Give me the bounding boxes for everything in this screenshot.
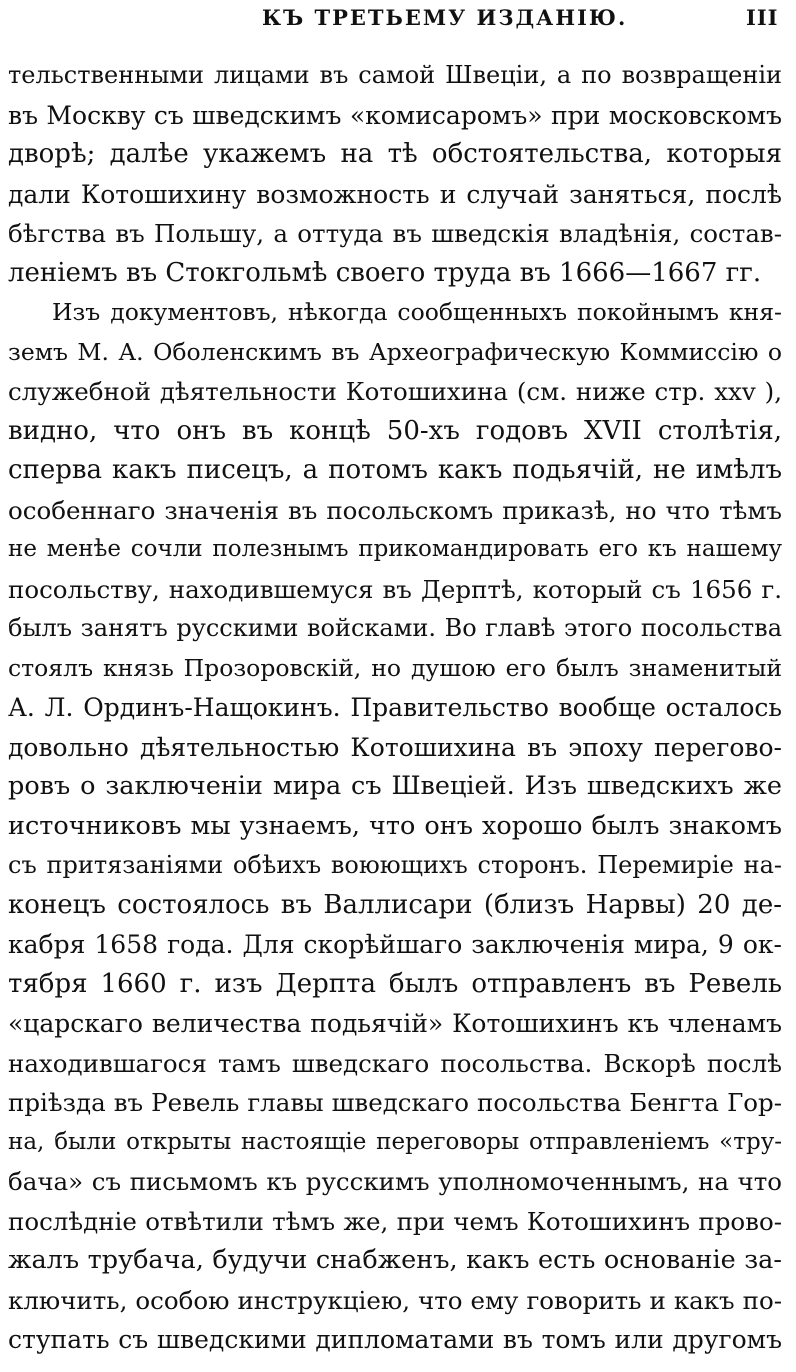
text-line: съ притязаніями обѣихъ воюющихъ сторонъ. Перемиріе на- bbox=[8, 851, 782, 879]
text-line: кабря 1658 года. Для скорѣйшаго заключенія мира, 9 ок- bbox=[8, 930, 782, 959]
running-head-title: КЪ ТРЕТЬЕМУ ИЗДАНІЮ. bbox=[262, 5, 628, 30]
text-line: ключить, особою инструкціею, что ему говорить и какъ по- bbox=[8, 1285, 782, 1315]
text-line: ровъ о заключеніи мира съ Швеціей. Изъ шведскихъ же bbox=[8, 771, 782, 801]
text-line: бача» съ письмомъ къ русскимъ уполномоченнымъ, на что bbox=[8, 1167, 782, 1196]
text-line: Изъ документовъ, нѣкогда сообщенныхъ покойнымъ кня- bbox=[52, 298, 782, 326]
text-line: не менѣе сочли полезнымъ прикомандировать его къ нашему bbox=[8, 536, 782, 562]
text-line: служебной дѣятельности Котошихина (см. ниже стр. xxv ), bbox=[8, 377, 782, 406]
text-line: пріѣзда въ Ревель главы шведскаго посольства Бенгта Гор- bbox=[8, 1088, 782, 1117]
text-line: находившагося тамъ шведскаго посольства. Вскорѣ послѣ bbox=[8, 1048, 782, 1078]
text-line: земъ М. А. Оболенскимъ въ Археографическую Коммиссію о bbox=[8, 337, 782, 366]
text-line: источниковъ мы узнаемъ, что онъ хорошо былъ знакомъ bbox=[8, 810, 782, 841]
text-line: бѣгства въ Польшу, а оттуда въ шведскія владѣнія, состав- bbox=[8, 219, 782, 248]
text-line: конецъ состоялось въ Валлисари (близъ Нарвы) 20 де- bbox=[8, 889, 782, 920]
paragraph-2 bbox=[8, 293, 782, 1360]
text-line: жалъ трубача, будучи снабженъ, какъ есть основаніе за- bbox=[8, 1245, 782, 1275]
text-line: «царскаго величества подьячій» Котошихинъ къ членамъ bbox=[8, 1009, 782, 1038]
text-line: А. Л. Ординъ-Нащокинъ. Правительство вообще осталось bbox=[8, 693, 782, 722]
text-line: видно, что онъ въ концѣ 50-хъ годовъ XVII столѣтія, bbox=[8, 415, 782, 446]
text-line: довольно дѣятельностью Котошихина въ эпоху перегово- bbox=[8, 732, 782, 762]
text-line: стоялъ князь Прозоровскій, но душою его былъ знаменитый bbox=[8, 653, 782, 682]
body-text bbox=[8, 56, 782, 1360]
text-line: ступать съ шведскими дипломатами въ томъ или другомъ bbox=[8, 1325, 782, 1354]
text-line: на, были открыты настоящіе переговоры отправленіемъ «тру- bbox=[8, 1128, 782, 1155]
text-line: посольству, находившемуся въ Дерптѣ, который съ 1656 г. bbox=[8, 574, 782, 604]
text-line: послѣдніе отвѣтили тѣмъ же, при чемъ Котошихинъ прово- bbox=[8, 1206, 782, 1236]
text-line: дворѣ; далѣе укажемъ на тѣ обстоятельства, которыя bbox=[8, 139, 782, 169]
page-number: III bbox=[746, 5, 779, 30]
text-line: дали Котошихину возможность и случай заняться, послѣ bbox=[8, 179, 782, 209]
text-line: леніемъ въ Стокгольмѣ своего труда въ 1666—1667 гг. bbox=[8, 257, 762, 288]
text-line: сперва какъ писецъ, а потомъ какъ подьячій, не имѣлъ bbox=[8, 455, 782, 485]
paragraph-1 bbox=[8, 56, 782, 293]
text-line: былъ занятъ русскими войсками. Во главѣ этого посольства bbox=[8, 614, 782, 642]
text-line: тября 1660 г. изъ Дерпта былъ отправленъ въ Ревель bbox=[8, 968, 782, 999]
text-line: въ Москву съ шведскимъ «комисаромъ» при московскомъ bbox=[8, 100, 782, 130]
text-line: тельственными лицами въ самой Швеціи, а по возвращеніи bbox=[8, 61, 782, 89]
running-head bbox=[0, 5, 796, 45]
text-line: особеннаго значенія въ посольскомъ приказѣ, но что тѣмъ bbox=[8, 495, 782, 525]
